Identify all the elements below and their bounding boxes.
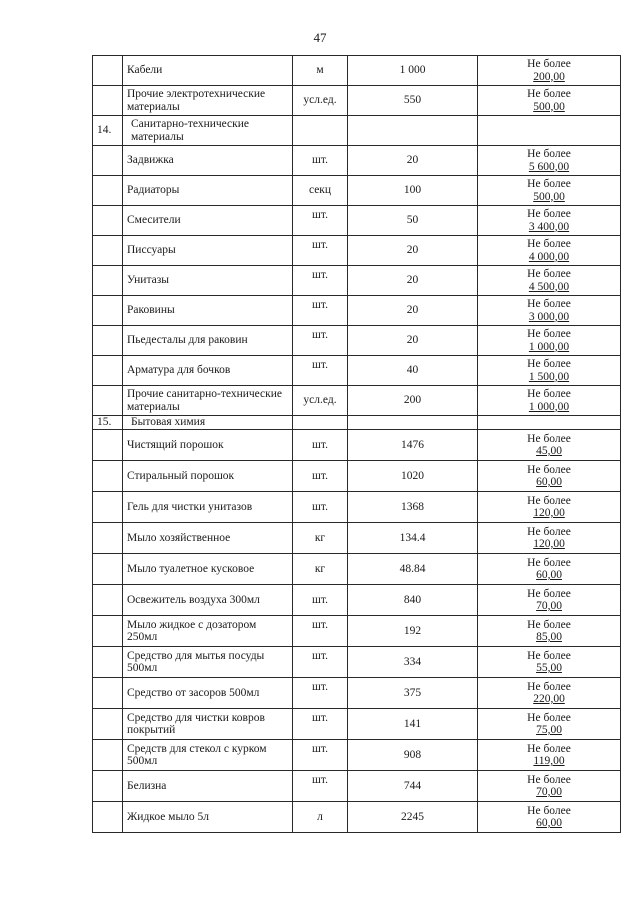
price-cell	[478, 116, 621, 146]
row-number	[93, 206, 123, 236]
price-limit-value: 70,00	[536, 600, 562, 612]
item-quantity: 40	[348, 356, 478, 386]
item-name: Радиаторы	[123, 176, 293, 206]
item-unit: усл.ед.	[293, 386, 348, 416]
item-name: Гель для чистки унитазов	[123, 492, 293, 523]
table-row	[93, 802, 621, 833]
item-unit: шт.	[293, 296, 348, 326]
item-price-limit	[478, 678, 621, 709]
item-name: Прочие электротехнические материалы	[123, 86, 293, 116]
item-unit: шт.	[293, 461, 348, 492]
item-quantity: 1 000	[348, 56, 478, 86]
row-number	[93, 430, 123, 461]
table-row	[93, 356, 621, 386]
price-limit-value: 75,00	[536, 724, 562, 736]
item-quantity: 334	[348, 647, 478, 678]
section-title: Санитарно-технические материалы	[123, 116, 293, 146]
item-price-limit	[478, 236, 621, 266]
item-unit: кг	[293, 523, 348, 554]
price-limit-value: 70,00	[536, 786, 562, 798]
row-number	[93, 86, 123, 116]
specification-table	[92, 55, 621, 833]
price-limit-value: 1 500,00	[528, 370, 570, 383]
item-name: Кабели	[123, 56, 293, 86]
row-number	[93, 771, 123, 802]
item-unit: шт.	[293, 616, 348, 647]
section-row	[93, 116, 621, 146]
row-number	[93, 709, 123, 740]
item-price-limit	[478, 585, 621, 616]
price-limit-label: Не более	[527, 804, 571, 817]
price-limit-label: Не более	[527, 268, 571, 280]
item-price-limit	[478, 709, 621, 740]
table-row	[93, 616, 621, 647]
row-number	[93, 647, 123, 678]
price-limit-value: 120,00	[533, 507, 565, 519]
item-quantity: 1476	[348, 430, 478, 461]
item-quantity: 200	[348, 386, 478, 416]
item-name: Мыло туалетное кусковое	[123, 554, 293, 585]
item-name: Раковины	[123, 296, 293, 326]
item-name: Средств для стекол с курком 500мл	[123, 740, 293, 771]
price-limit-label: Не более	[527, 742, 571, 755]
price-limit-label: Не более	[527, 298, 571, 310]
price-limit-label: Не более	[527, 208, 571, 220]
table-row	[93, 146, 621, 176]
row-number	[93, 585, 123, 616]
item-unit: шт.	[293, 430, 348, 461]
price-limit-value: 220,00	[533, 693, 565, 705]
item-price-limit	[478, 461, 621, 492]
price-limit-label: Не более	[527, 88, 571, 100]
item-unit: шт.	[293, 146, 348, 176]
item-name: Средство от засоров 500мл	[123, 678, 293, 709]
price-limit-value: 3 400,00	[528, 220, 570, 233]
item-name: Белизна	[123, 771, 293, 802]
item-unit: шт.	[293, 266, 348, 296]
item-quantity: 840	[348, 585, 478, 616]
item-quantity: 20	[348, 296, 478, 326]
table-row	[93, 461, 621, 492]
item-name: Мыло хозяйственное	[123, 523, 293, 554]
item-quantity: 48.84	[348, 554, 478, 585]
row-number: 14.	[93, 116, 123, 146]
item-quantity: 141	[348, 709, 478, 740]
item-unit: кг	[293, 554, 348, 585]
item-price-limit	[478, 802, 621, 833]
item-unit: шт.	[293, 326, 348, 356]
item-unit: шт.	[293, 709, 348, 740]
table-row	[93, 523, 621, 554]
item-name: Жидкое мыло 5л	[123, 802, 293, 833]
item-name: Арматура для бочков	[123, 356, 293, 386]
price-limit-label: Не более	[527, 358, 571, 370]
row-number	[93, 461, 123, 492]
price-limit-value: 60,00	[536, 817, 562, 829]
price-limit-label: Не более	[527, 463, 571, 476]
item-quantity: 100	[348, 176, 478, 206]
row-number	[93, 523, 123, 554]
item-price-limit	[478, 523, 621, 554]
price-limit-label: Не более	[527, 711, 571, 724]
row-number	[93, 740, 123, 771]
item-price-limit	[478, 86, 621, 116]
row-number	[93, 326, 123, 356]
price-limit-label: Не более	[527, 680, 571, 693]
item-price-limit	[478, 492, 621, 523]
price-limit-value: 5 600,00	[528, 160, 570, 173]
item-name: Задвижка	[123, 146, 293, 176]
item-price-limit	[478, 206, 621, 236]
item-price-limit	[478, 740, 621, 771]
item-unit: шт.	[293, 206, 348, 236]
item-name: Чистящий порошок	[123, 430, 293, 461]
table-row	[93, 206, 621, 236]
price-limit-value: 60,00	[536, 476, 562, 488]
item-quantity: 550	[348, 86, 478, 116]
table-row	[93, 678, 621, 709]
price-limit-label: Не более	[527, 587, 571, 600]
table-row	[93, 554, 621, 585]
row-number	[93, 492, 123, 523]
item-price-limit	[478, 266, 621, 296]
row-number	[93, 176, 123, 206]
row-number	[93, 56, 123, 86]
price-limit-label: Не более	[527, 618, 571, 631]
table-row	[93, 740, 621, 771]
row-number	[93, 802, 123, 833]
item-unit: шт.	[293, 356, 348, 386]
item-quantity: 375	[348, 678, 478, 709]
price-limit-value: 120,00	[533, 538, 565, 550]
price-limit-label: Не более	[527, 388, 571, 400]
item-unit: шт.	[293, 492, 348, 523]
price-limit-value: 1 000,00	[528, 400, 570, 413]
row-number: 15.	[93, 416, 123, 430]
table-row	[93, 647, 621, 678]
item-quantity: 744	[348, 771, 478, 802]
item-price-limit	[478, 616, 621, 647]
row-number	[93, 296, 123, 326]
item-name: Писсуары	[123, 236, 293, 266]
price-limit-value: 85,00	[536, 631, 562, 643]
table-row	[93, 266, 621, 296]
row-number	[93, 616, 123, 647]
item-price-limit	[478, 176, 621, 206]
item-unit: усл.ед.	[293, 86, 348, 116]
table-row	[93, 585, 621, 616]
item-quantity: 50	[348, 206, 478, 236]
item-quantity: 1020	[348, 461, 478, 492]
price-limit-value: 200,00	[533, 70, 565, 83]
item-quantity: 192	[348, 616, 478, 647]
quantity-cell	[348, 416, 478, 430]
price-limit-value: 55,00	[536, 662, 562, 674]
table-row	[93, 386, 621, 416]
item-quantity: 2245	[348, 802, 478, 833]
item-price-limit	[478, 56, 621, 86]
price-limit-label: Не более	[527, 494, 571, 507]
item-name: Пьедесталы для раковин	[123, 326, 293, 356]
item-unit: шт.	[293, 647, 348, 678]
table-row	[93, 86, 621, 116]
item-price-limit	[478, 771, 621, 802]
price-limit-label: Не более	[527, 649, 571, 662]
item-quantity: 20	[348, 326, 478, 356]
item-name: Средство для мытья посуды 500мл	[123, 647, 293, 678]
price-limit-label: Не более	[527, 556, 571, 569]
price-limit-label: Не более	[527, 178, 571, 190]
section-row	[93, 416, 621, 430]
price-limit-label: Не более	[527, 58, 571, 70]
row-number	[93, 356, 123, 386]
row-number	[93, 678, 123, 709]
section-title: Бытовая химия	[123, 416, 293, 430]
table-row	[93, 176, 621, 206]
price-limit-value: 1 000,00	[528, 340, 570, 353]
table-row	[93, 296, 621, 326]
row-number	[93, 554, 123, 585]
quantity-cell	[348, 116, 478, 146]
item-name: Мыло жидкое с дозатором 250мл	[123, 616, 293, 647]
item-name: Прочие санитарно-технические материалы	[123, 386, 293, 416]
item-unit: шт.	[293, 771, 348, 802]
item-name: Освежитель воздуха 300мл	[123, 585, 293, 616]
price-limit-label: Не более	[527, 525, 571, 538]
item-unit: шт.	[293, 236, 348, 266]
item-price-limit	[478, 326, 621, 356]
table-row	[93, 771, 621, 802]
row-number	[93, 386, 123, 416]
table-row	[93, 326, 621, 356]
item-price-limit	[478, 554, 621, 585]
price-limit-value: 4 000,00	[528, 250, 570, 263]
item-unit: м	[293, 56, 348, 86]
item-quantity: 20	[348, 146, 478, 176]
price-limit-value: 4 500,00	[528, 280, 570, 293]
price-limit-label: Не более	[527, 432, 571, 445]
item-quantity: 20	[348, 236, 478, 266]
item-quantity: 908	[348, 740, 478, 771]
item-name: Унитазы	[123, 266, 293, 296]
item-price-limit	[478, 430, 621, 461]
item-unit: секц	[293, 176, 348, 206]
item-price-limit	[478, 386, 621, 416]
item-price-limit	[478, 146, 621, 176]
price-limit-label: Не более	[527, 328, 571, 340]
price-limit-label: Не более	[527, 238, 571, 250]
item-price-limit	[478, 296, 621, 326]
price-limit-value: 119,00	[533, 755, 565, 767]
item-quantity: 134.4	[348, 523, 478, 554]
price-cell	[478, 416, 621, 430]
row-number	[93, 266, 123, 296]
price-limit-label: Не более	[527, 148, 571, 160]
item-price-limit	[478, 647, 621, 678]
price-limit-value: 500,00	[533, 100, 565, 113]
price-limit-value: 3 000,00	[528, 310, 570, 323]
table-row	[93, 236, 621, 266]
item-unit: л	[293, 802, 348, 833]
page-number: 47	[313, 30, 327, 45]
row-number	[93, 146, 123, 176]
item-name: Смесители	[123, 206, 293, 236]
item-name: Средство для чистки ковров покрытий	[123, 709, 293, 740]
price-limit-label: Не более	[527, 773, 571, 786]
price-limit-value: 60,00	[536, 569, 562, 581]
row-number	[93, 236, 123, 266]
price-limit-value: 45,00	[536, 445, 562, 457]
specification-table-body	[93, 56, 621, 833]
item-name: Стиральный порошок	[123, 461, 293, 492]
unit-cell	[293, 116, 348, 146]
item-unit: шт.	[293, 585, 348, 616]
unit-cell	[293, 416, 348, 430]
item-quantity: 1368	[348, 492, 478, 523]
price-limit-value: 500,00	[533, 190, 565, 203]
table-row	[93, 56, 621, 86]
item-price-limit	[478, 356, 621, 386]
table-row	[93, 492, 621, 523]
table-row	[93, 709, 621, 740]
item-unit: шт.	[293, 740, 348, 771]
item-quantity: 20	[348, 266, 478, 296]
item-unit: шт.	[293, 678, 348, 709]
table-row	[93, 430, 621, 461]
